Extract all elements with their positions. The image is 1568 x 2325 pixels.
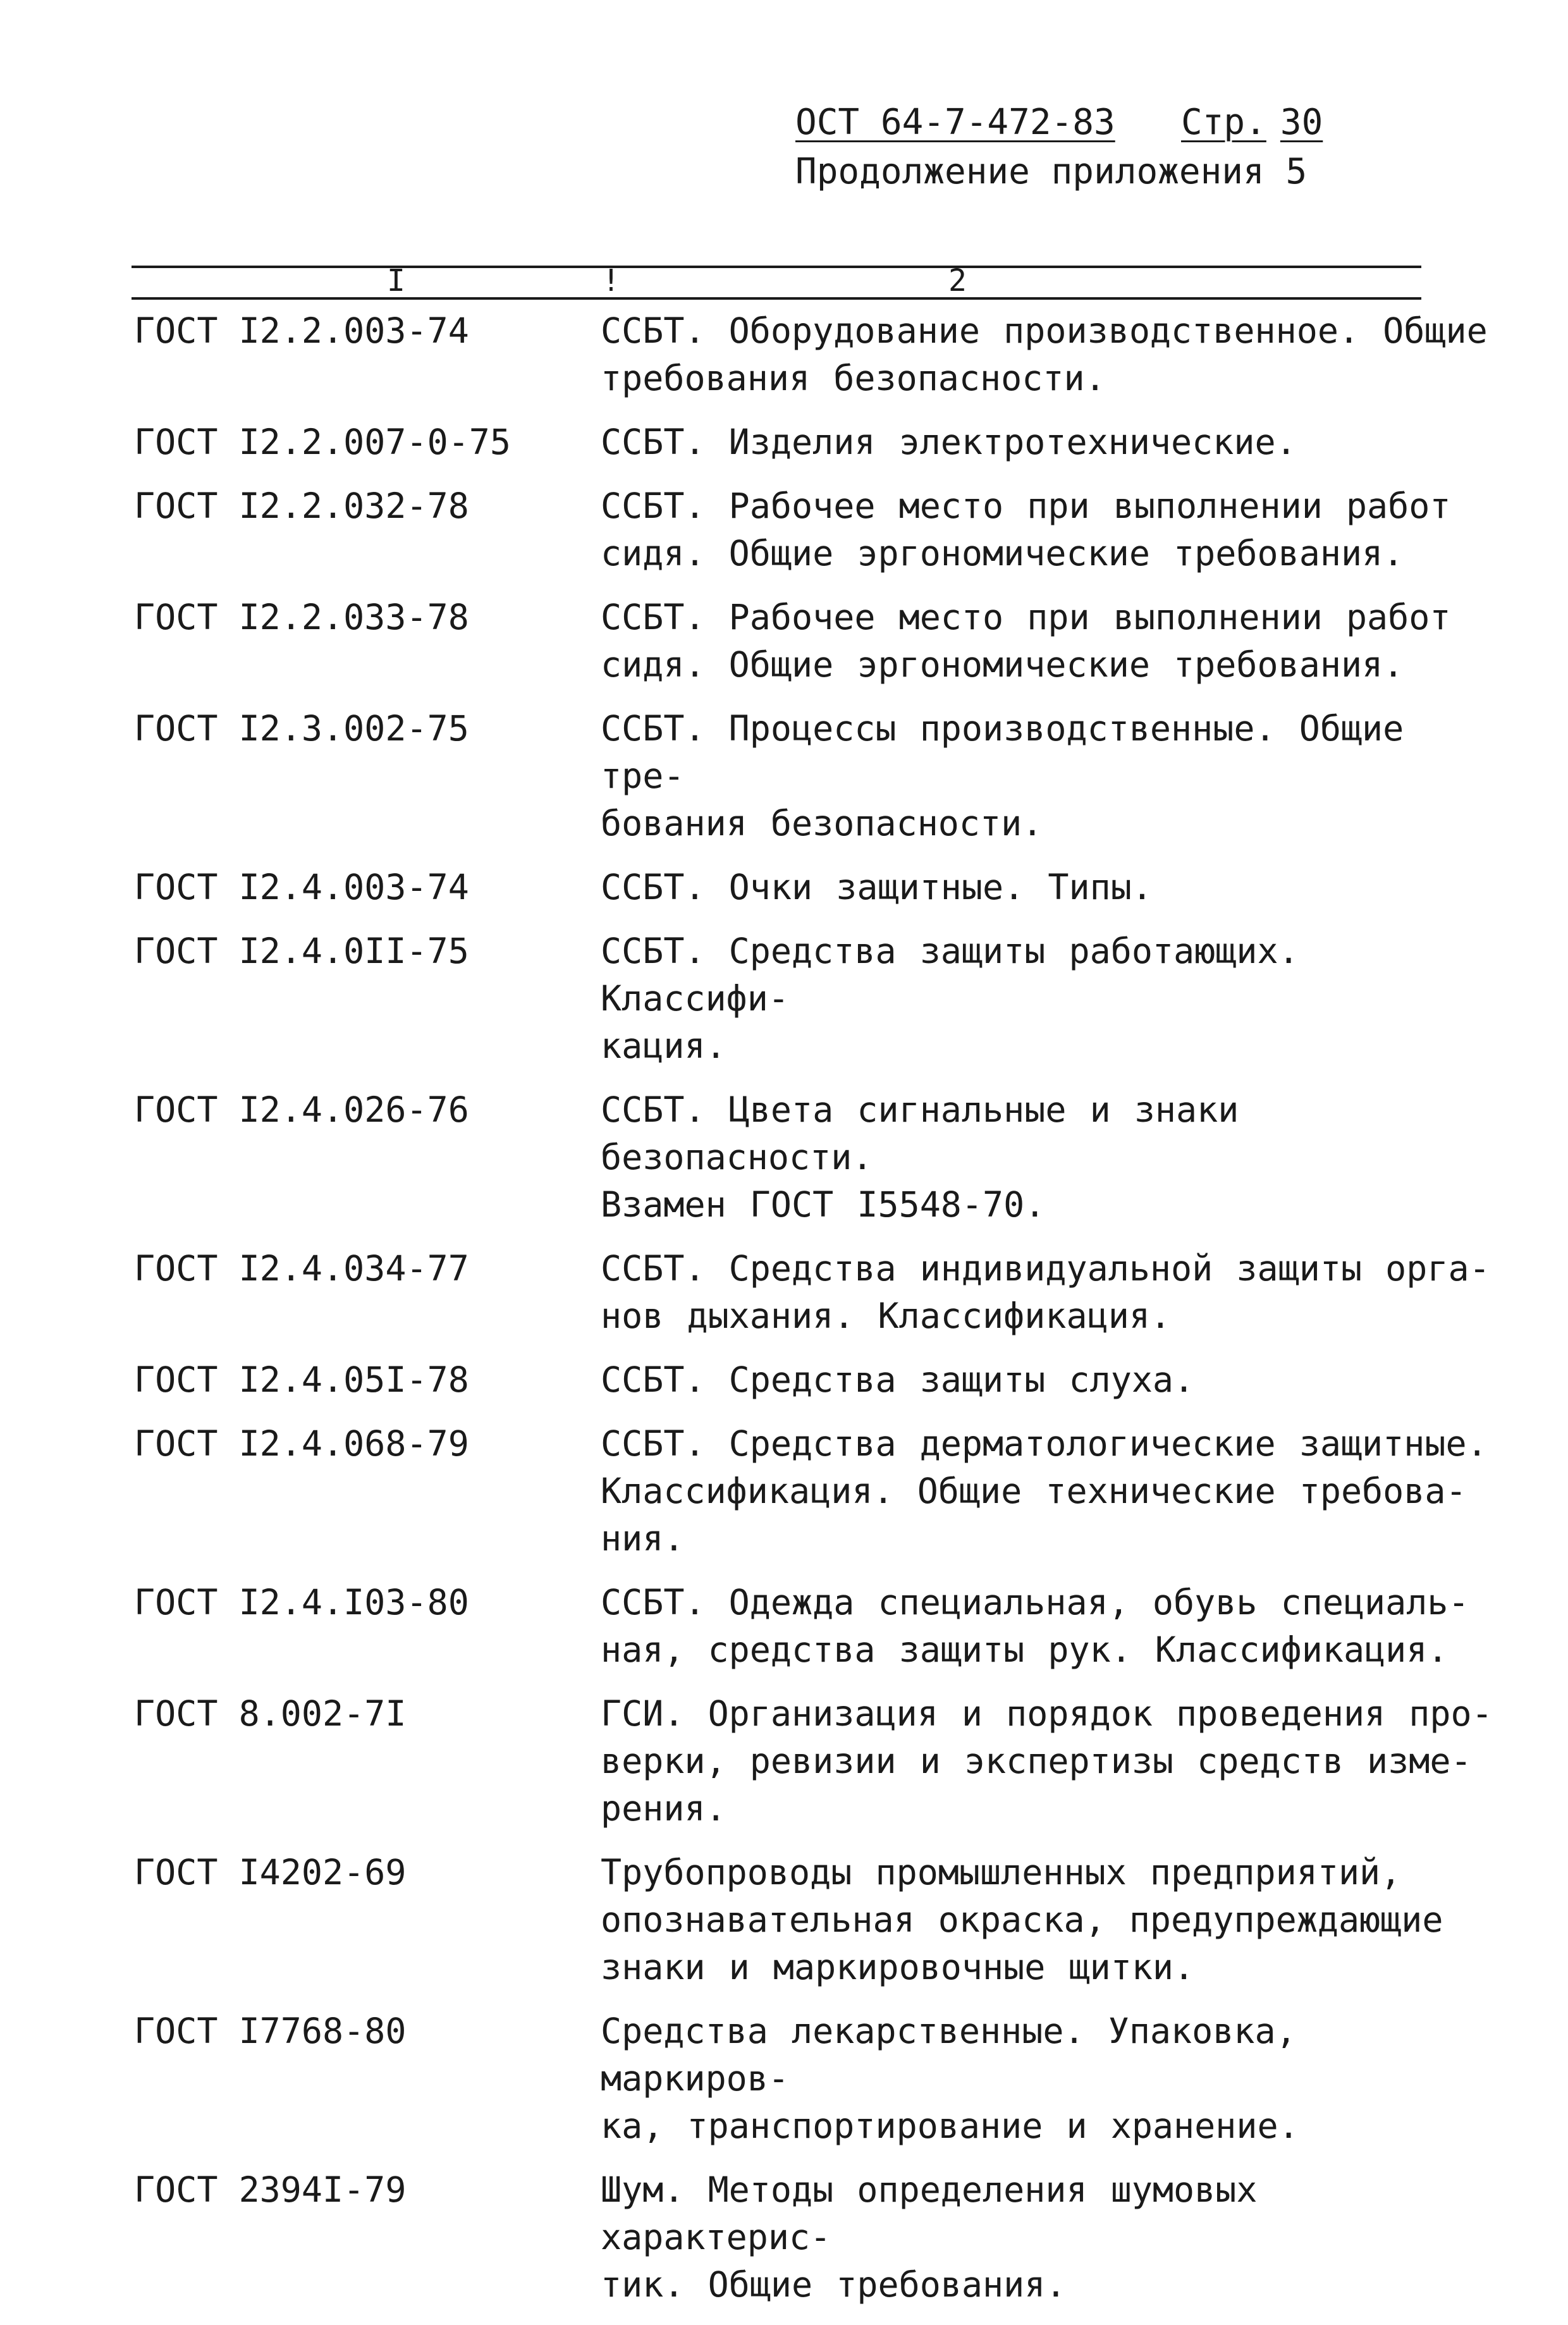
standard-code: ГОСТ I7768-80: [134, 2011, 407, 2051]
table-row: [134, 307, 1493, 402]
standard-code: ГОСТ I2.4.003-74: [134, 867, 469, 907]
table-row: [134, 1849, 1493, 1991]
standard-code: ГОСТ I2.4.I03-80: [134, 1582, 469, 1623]
table-row: [134, 864, 1493, 911]
standard-title: ССБТ. Рабочее место при выполнении работ сидя. Общие эргономические требования.: [601, 486, 1451, 574]
standards-table: [134, 307, 1493, 2325]
standard-title: ССБТ. Одежда специальная, обувь специаль- ная, средства защиты рук. Классификация.: [601, 1582, 1469, 1670]
continuation-note: Продолжение приложения 5: [795, 151, 1308, 192]
table-row: [134, 1690, 1493, 1832]
standard-code: ГОСТ I2.4.068-79: [134, 1423, 469, 1464]
standard-code: ГОСТ I2.4.026-76: [134, 1089, 469, 1130]
standard-title: ССБТ. Оборудование производственное. Общие требования безопасности.: [601, 310, 1488, 398]
table-row: [134, 1579, 1493, 1674]
table-top-rule: [132, 266, 1421, 268]
table-row: [134, 419, 1493, 466]
table-row: [134, 482, 1493, 577]
standard-code: ГОСТ 8.002-7I: [134, 1693, 407, 1734]
table-row: [134, 705, 1493, 847]
column-number-2: 2: [948, 263, 967, 298]
page-label: Стр.: [1181, 102, 1266, 143]
standard-title: ССБТ. Средства дерматологические защитные. Классификация. Общие технические требова- ния.: [601, 1423, 1488, 1559]
table-row: [134, 1356, 1493, 1404]
table-row: [134, 1245, 1493, 1340]
column-separator-mark: !: [602, 263, 620, 298]
table-row: [134, 594, 1493, 689]
table-row: [134, 1086, 1493, 1229]
table-row: [134, 2166, 1493, 2309]
table-row: [134, 1420, 1493, 1562]
standard-title: ССБТ. Средства защиты слуха.: [601, 1359, 1195, 1400]
standard-code: ГОСТ I2.2.033-78: [134, 597, 469, 637]
standard-title: ССБТ. Средства индивидуальной защиты орга- нов дыхания. Классификация.: [601, 1248, 1490, 1336]
standard-title: ССБТ. Цвета сигнальные и знаки безопасности. Взамен ГОСТ I5548-70.: [601, 1089, 1239, 1225]
standard-title: ССБТ. Рабочее место при выполнении работ сидя. Общие эргономические требования.: [601, 597, 1451, 685]
standard-title: ССБТ. Очки защитные. Типы.: [601, 867, 1153, 907]
standard-code: ГОСТ I2.2.032-78: [134, 486, 469, 526]
table-row: [134, 928, 1493, 1070]
header-reference-line: [795, 100, 1364, 145]
table-row: [134, 2008, 1493, 2150]
standard-code: ГОСТ I2.4.0II-75: [134, 931, 469, 971]
standard-title: Средства лекарственные. Упаковка, маркиров- ка, транспортирование и хранение.: [601, 2011, 1299, 2146]
standard-code: ГОСТ I4202-69: [134, 1852, 407, 1893]
page-number: 30: [1280, 102, 1323, 143]
standard-code: ГОСТ I2.4.034-77: [134, 1248, 469, 1289]
standard-title: ССБТ. Изделия электротехнические.: [601, 422, 1297, 462]
standard-title: Шум. Методы определения шумовых характерис- тик. Общие требования.: [601, 2169, 1258, 2305]
table-header-bottom-rule: [132, 297, 1421, 300]
standard-title: Трубопроводы промышленных предприятий, опознавательная окраска, предупреждающие знаки и маркировочные щитки.: [601, 1852, 1443, 1987]
page-header: [795, 100, 1364, 195]
document-code: ОСТ 64-7-472-83: [795, 102, 1115, 143]
standard-code: ГОСТ I2.2.003-74: [134, 310, 469, 351]
standard-title: ГСИ. Организация и порядок проведения про- верки, ревизии и экспертизы средств изме- рения.: [601, 1693, 1493, 1829]
standard-code: ГОСТ I2.2.007-0-75: [134, 422, 511, 462]
standard-title: ССБТ. Процессы производственные. Общие тре- бования безопасности.: [601, 708, 1404, 844]
standard-title: ССБТ. Средства защиты работающих. Классифи- кация.: [601, 931, 1299, 1066]
standard-code: ГОСТ 2394I-79: [134, 2169, 407, 2210]
column-number-1: I: [387, 263, 405, 298]
standard-code: ГОСТ I2.4.05I-78: [134, 1359, 469, 1400]
standard-code: ГОСТ I2.3.002-75: [134, 708, 469, 749]
